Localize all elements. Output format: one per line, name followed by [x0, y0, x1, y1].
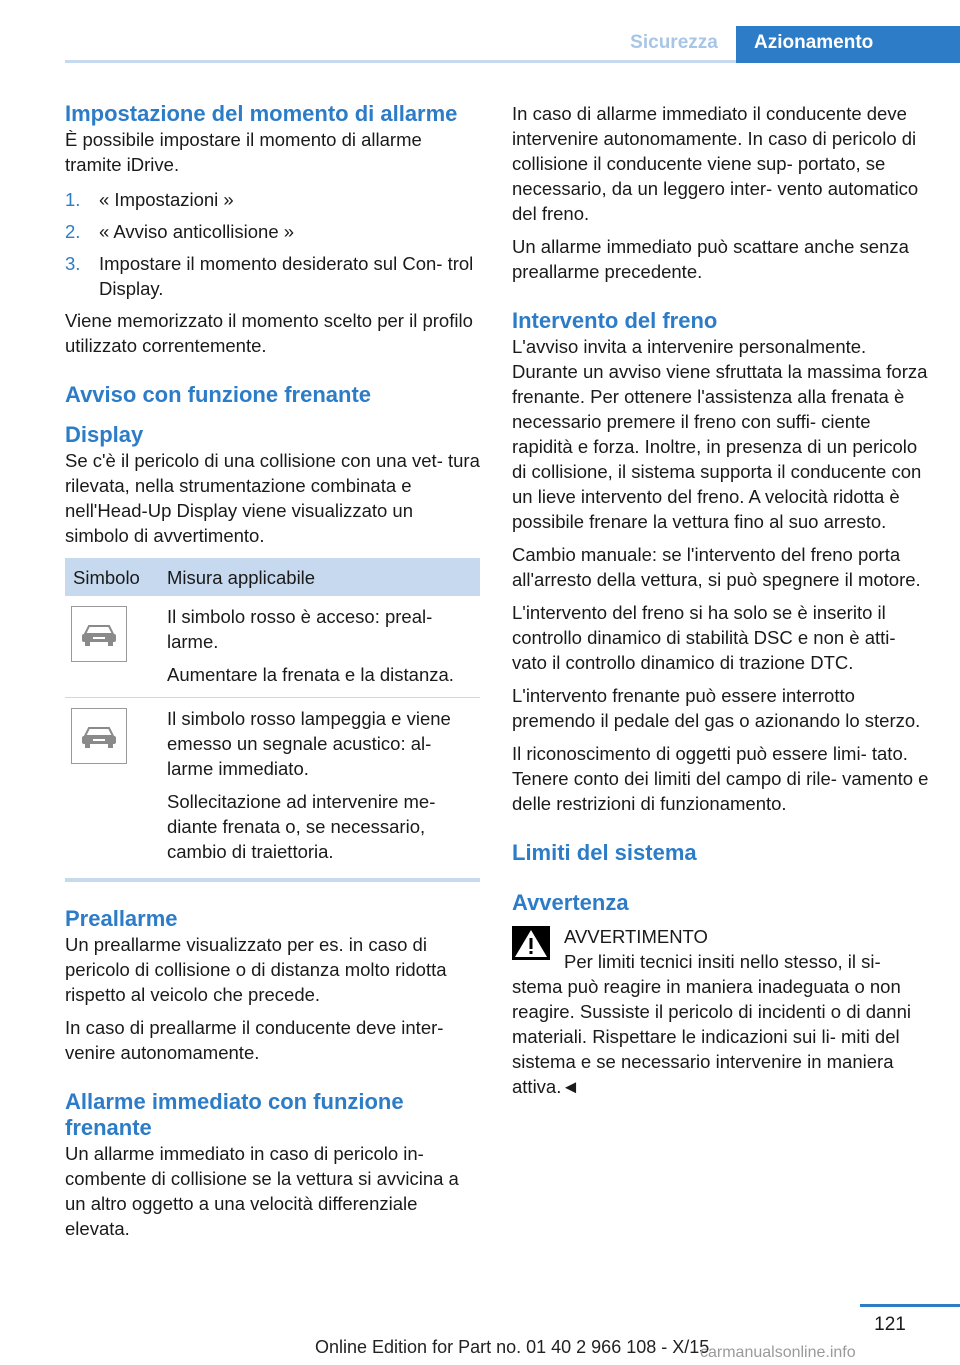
warning-triangle-icon [512, 926, 550, 960]
page-number: 121 [874, 1314, 906, 1335]
step-text: Impostare il momento desiderato sul Con- trol Display. [99, 253, 474, 299]
list-item [65, 219, 480, 244]
step-text: « Avviso anticollisione » [99, 221, 295, 242]
step-number: 1. [65, 189, 81, 210]
measure-line: Il simbolo rosso lampeggia e viene emesso un segnale acustico: al- larme immediato. [167, 708, 451, 779]
paragraph-prealarm-2: In caso di preallarme il conducente deve inter- venire autonomamente. [65, 1017, 444, 1063]
heading-system-limits: Limiti del sistema [512, 840, 697, 865]
heading-display: Display [65, 422, 144, 447]
table-header-row [65, 558, 480, 596]
table-row [65, 698, 480, 881]
measure-line: Aumentare la frenata e la distanza. [167, 664, 454, 685]
chapter-tab[interactable]: Azionamento [736, 26, 960, 63]
measure-line: Il simbolo rosso è acceso: preal- larme. [167, 606, 433, 652]
watermark: carmanualsonline.info [700, 1344, 856, 1361]
paragraph-right-2: Un allarme immediato può scattare anche senza preallarme precedente. [512, 236, 909, 282]
step-text: « Impostazioni » [99, 189, 234, 210]
left-column [65, 101, 480, 1241]
paragraph-setting: È possibile impostare il momento di allarme tramite iDrive. [65, 129, 422, 175]
table-header-symbol: Simbolo [65, 558, 167, 596]
warning-title: AVVERTIMENTO [564, 926, 708, 947]
paragraph-right-3: L'avviso invita a intervenire personalmente. Durante un avviso viene sfruttata la massima forza frenante. Per ottenere l'assistenza alla frenata è necessario premere il freno con suffi- ciente rapidità e forza. Inoltre, in presenza di un pericolo di collisione, il sistema supporta il conducente con un lieve intervento del freno. A velocità ridotta è possibile frenare la vettura fino al suo arresto. [512, 336, 928, 532]
table-cell-symbol [65, 698, 167, 881]
heading-prealarm: Preallarme [65, 906, 178, 931]
car-warning-icon [71, 708, 127, 764]
heading-alarm-setting: Impostazione del momento di allarme [65, 101, 458, 126]
steps-list [65, 187, 480, 301]
warning-text: Per limiti tecnici insiti nello stesso, il si- stema può reagire in maniera inadeguata o non reagire. Sussiste il pericolo di incidenti o di danni materiali. Rispettare le indicazioni sui li- miti del sistema e se necessario intervenire in maniera attiva.◄ [512, 951, 911, 1097]
table-row [65, 596, 480, 698]
car-warning-icon [71, 606, 127, 662]
footer-rule [860, 1304, 960, 1307]
heading-immediate-alarm: Allarme immediato con funzione frenante [65, 1089, 404, 1140]
paragraph-right-6: L'intervento frenante può essere interrotto premendo il pedale del gas o azionando lo sterzo. [512, 685, 921, 731]
heading-warning: Avvertenza [512, 890, 629, 915]
paragraph-display: Se c'è il pericolo di una collisione con una vet- tura rilevata, nella strumentazione combinata e nell'Head-Up Display viene visualizzato un simbolo di avvertimento. [65, 450, 480, 546]
paragraph-prealarm-1: Un preallarme visualizzato per es. in caso di pericolo di collisione o di distanza molto ridotta rispetto al veicolo che precede. [65, 934, 447, 1005]
paragraph-right-4: Cambio manuale: se l'intervento del freno porta all'arresto della vettura, si può spegnere il motore. [512, 544, 921, 590]
edition-line: Online Edition for Part no. 01 40 2 966 108 - X/15 [315, 1337, 710, 1357]
section-tab[interactable]: Sicurezza [630, 32, 718, 53]
list-item [65, 187, 480, 212]
right-column [512, 101, 930, 1099]
table-cell-symbol [65, 596, 167, 698]
step-number: 2. [65, 221, 81, 242]
step-number: 3. [65, 253, 81, 274]
heading-brake-warning: Avviso con funzione frenante [65, 382, 372, 407]
list-item [65, 251, 480, 301]
table-cell-measure [167, 596, 480, 698]
warning-block [512, 924, 930, 949]
table-cell-measure [167, 698, 480, 881]
paragraph-saved: Viene memorizzato il momento scelto per il profilo utilizzato correntemente. [65, 310, 473, 356]
paragraph-right-5: L'intervento del freno si ha solo se è inserito il controllo dinamico di stabilità DSC e non è atti- vato il controllo dinamico di trazione DTC. [512, 602, 896, 673]
symbol-table [65, 558, 480, 882]
paragraph-right-7: Il riconoscimento di oggetti può essere limi- tato. Tenere conto dei limiti del campo di rile- vamento e delle restrizioni di funzionamento. [512, 743, 929, 814]
measure-line: Sollecitazione ad intervenire me- diante frenata o, se necessario, cambio di traiettoria. [167, 791, 436, 862]
heading-brake-intervention: Intervento del freno [512, 308, 718, 333]
table-header-measure: Misura applicabile [167, 558, 480, 596]
paragraph-immediate: Un allarme immediato in caso di pericolo in- combente di collisione se la vettura si avvicina a un altro oggetto a una velocità differenziale elevata. [65, 1143, 459, 1239]
paragraph-right-1: In caso di allarme immediato il conducente deve intervenire autonomamente. In caso di pericolo di collisione il conducente viene sup- portato, se necessario, da un leggero inter- vento automatico del freno. [512, 103, 919, 224]
